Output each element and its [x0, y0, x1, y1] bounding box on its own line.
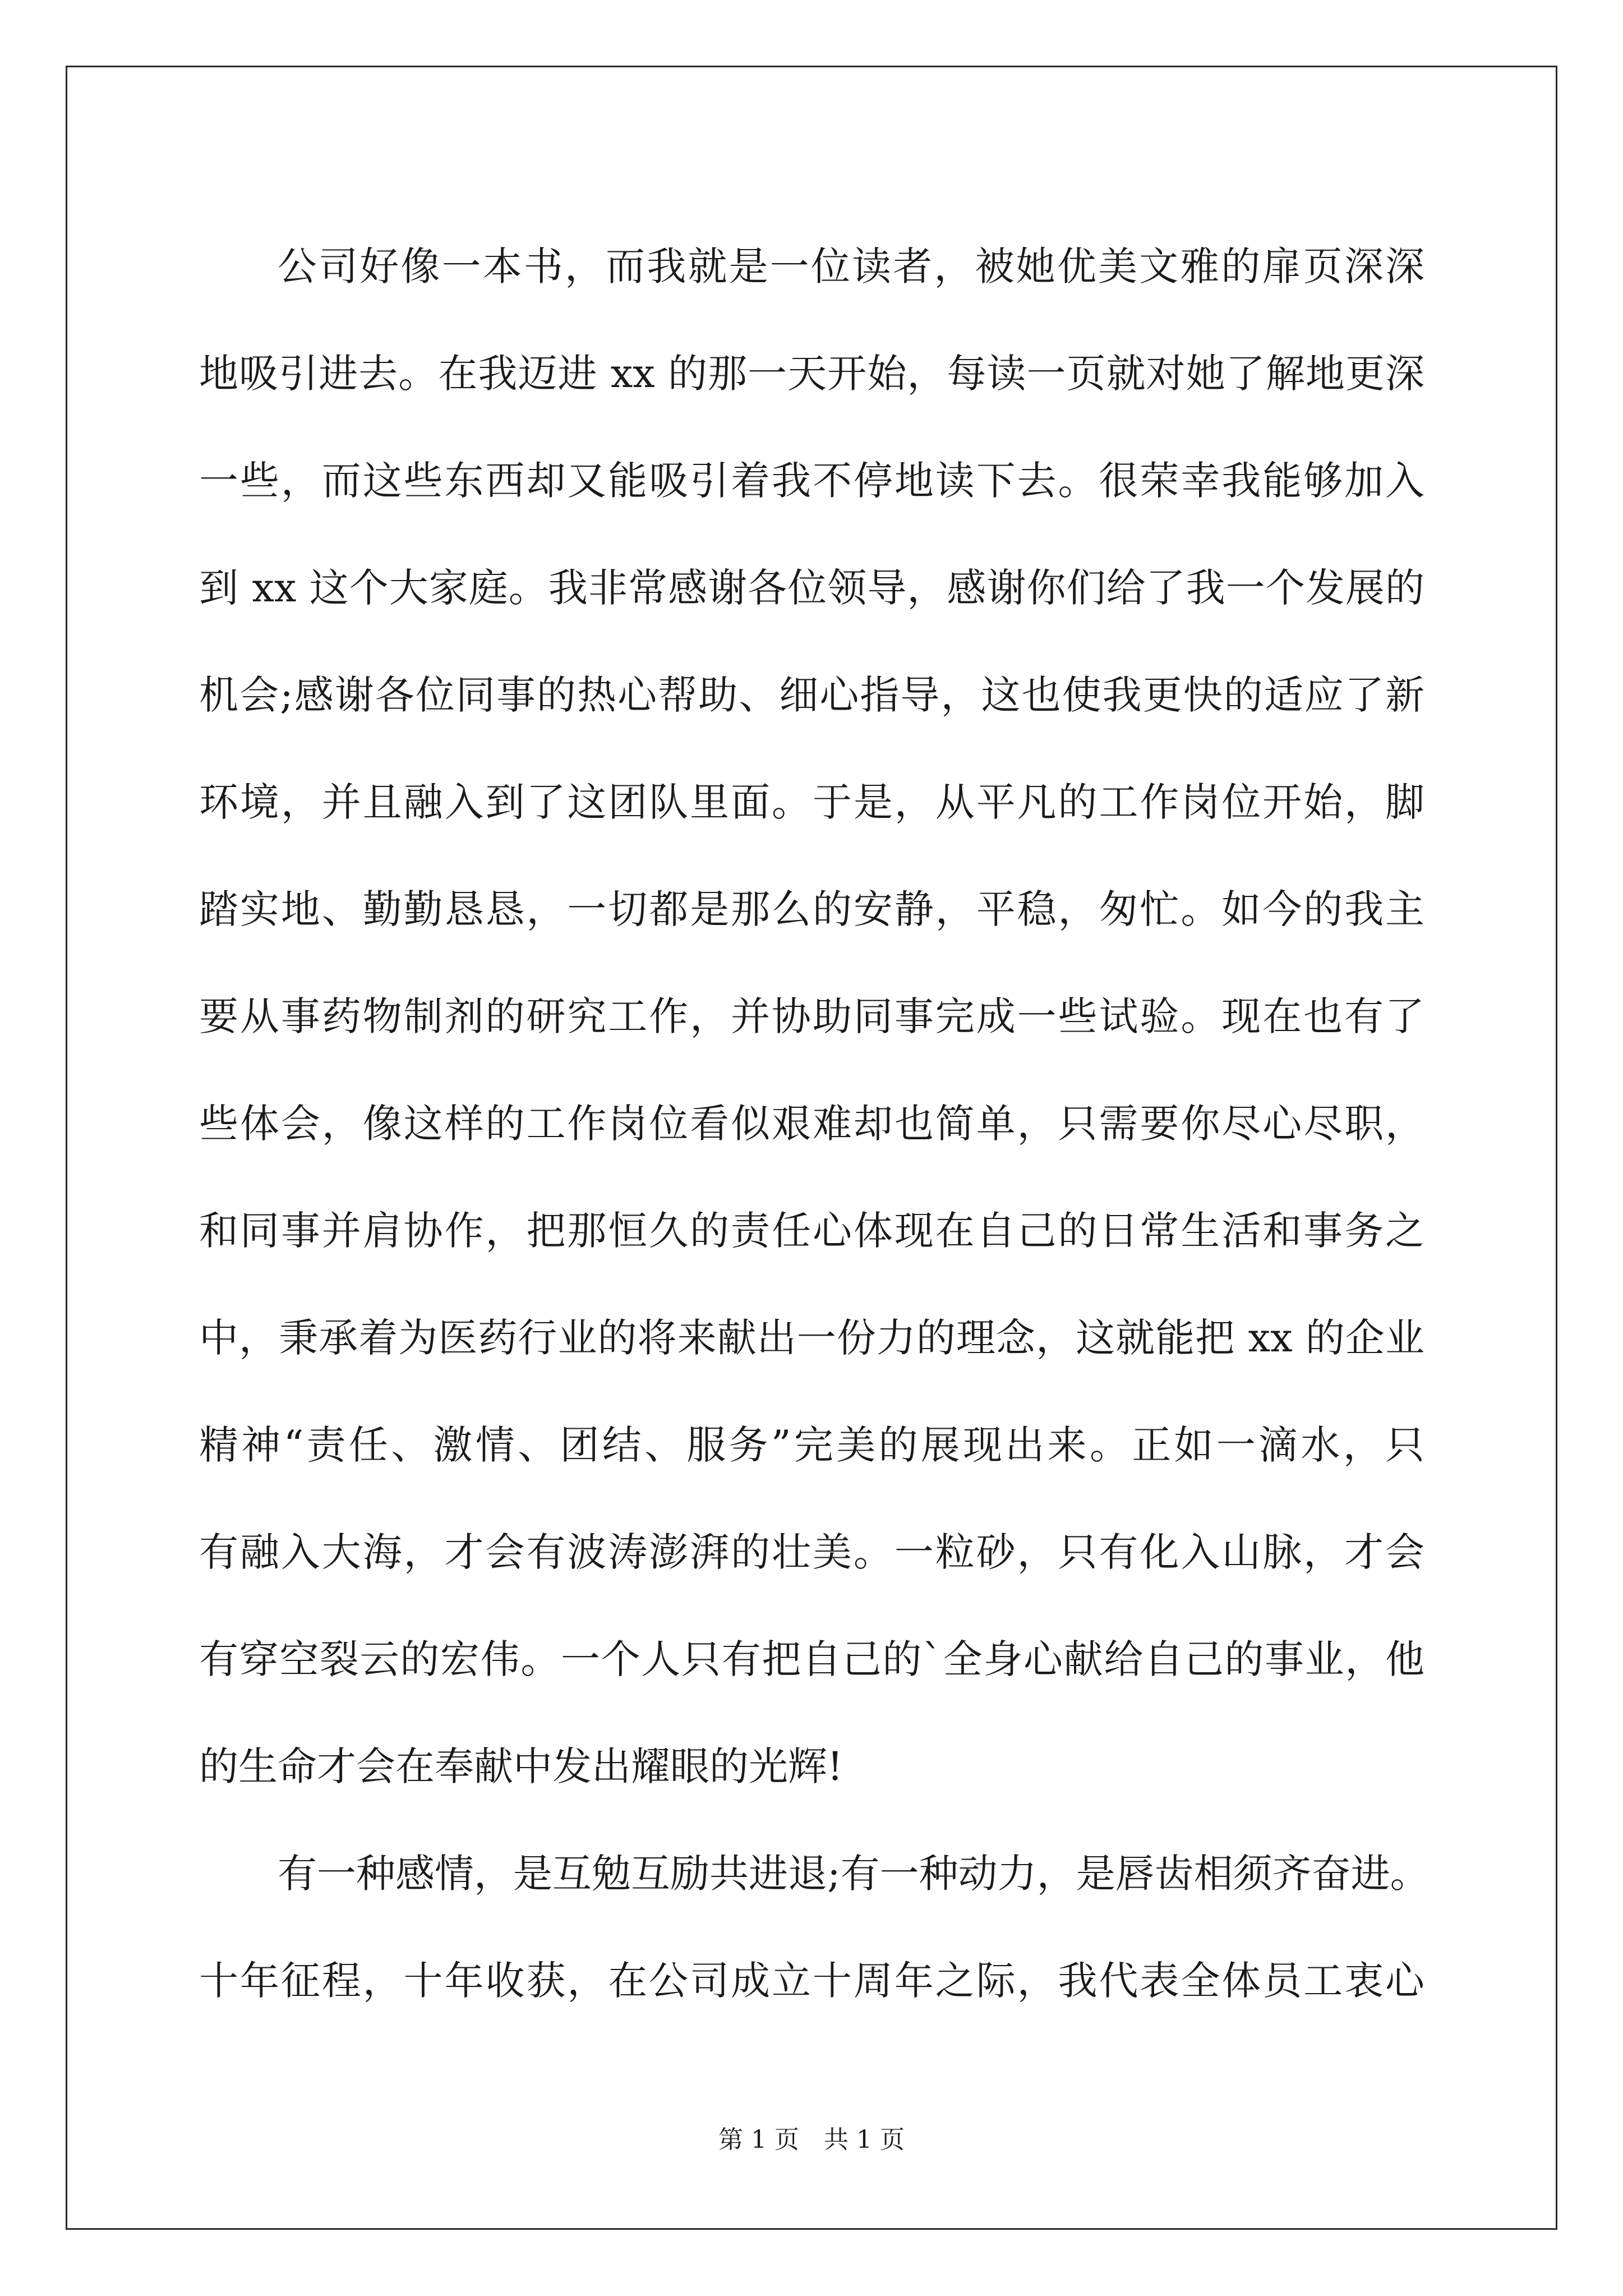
paragraph-1-line-4: 到 xx 这个大家庭。我非常感谢各位领导，感谢你们给了我一个发展的: [199, 565, 1424, 611]
paragraph-1-line-3: 一些，而这些东西却又能吸引着我不停地读下去。很荣幸我能够加入: [199, 458, 1424, 504]
paragraph-1-line-7: 踏实地、勤勤恳恳，一切都是那么的安静，平稳，匆忙。如今的我主: [199, 886, 1424, 932]
document-body: [199, 213, 1430, 2035]
paragraph-1-line-2: 地吸引进去。在我迈进 xx 的那一天开始，每读一页就对她了解地更深: [199, 351, 1424, 397]
paragraph-1-line-11: 中，秉承着为医药行业的将来献出一份力的理念，这就能把 xx 的企业: [199, 1315, 1424, 1361]
paragraph-1-line-5: 机会;感谢各位同事的热心帮助、细心指导，这也使我更快的适应了新: [199, 672, 1424, 718]
paragraph-1-line-12: 精神“责任、激情、团结、服务”完美的展现出来。正如一滴水，只: [199, 1422, 1424, 1468]
paragraph-1-line-8: 要从事药物制剂的研究工作，并协助同事完成一些试验。现在也有了: [199, 993, 1424, 1039]
page-number-footer: 第 1 页 共 1 页: [718, 2125, 905, 2154]
paragraph-2-line-1: 有一种感情，是互勉互励共进退;有一种动力，是唇齿相须齐奋进。: [278, 1851, 1430, 1897]
paragraph-1-line-13: 有融入大海，才会有波涛澎湃的壮美。一粒砂，只有化入山脉，才会: [199, 1529, 1424, 1575]
paragraph-1-line-15: 的生命才会在奉献中发出耀眼的光辉!: [199, 1743, 843, 1789]
paragraph-1-line-14: 有穿空裂云的宏伟。一个人只有把自己的`全身心献给自己的事业，他: [199, 1636, 1424, 1682]
paragraph-1-line-6: 环境，并且融入到了这团队里面。于是，从平凡的工作岗位开始，脚: [199, 779, 1424, 825]
paragraph-1-line-9: 些体会，像这样的工作岗位看似艰难却也简单，只需要你尽心尽职，: [199, 1101, 1424, 1147]
paragraph-1-line-1: 公司好像一本书，而我就是一位读者，被她优美文雅的扉页深深: [278, 243, 1424, 289]
paragraph-1-line-10: 和同事并肩协作，把那恒久的责任心体现在自己的日常生活和事务之: [199, 1208, 1424, 1254]
paragraph-2-line-2: 十年征程，十年收获，在公司成立十周年之际，我代表全体员工衷心: [199, 1958, 1424, 2004]
